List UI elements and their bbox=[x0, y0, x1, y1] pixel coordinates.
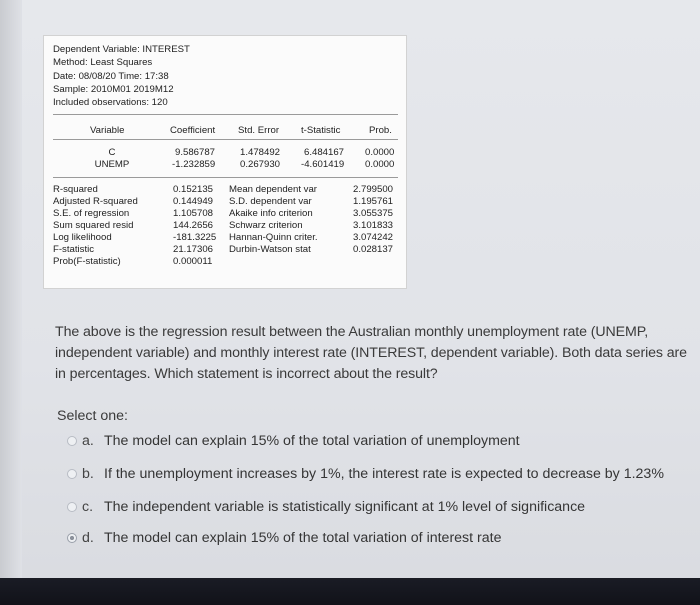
stat-value: 0.144949 bbox=[173, 196, 214, 207]
stat-label: Log likelihood bbox=[53, 232, 112, 243]
stat-label: Sum squared resid bbox=[53, 220, 134, 231]
stat-label: F-statistic bbox=[53, 244, 95, 255]
header-variable: Variable bbox=[90, 125, 125, 136]
bottom-bar bbox=[0, 578, 700, 605]
stat-value: 1.105708 bbox=[173, 208, 214, 219]
stat-value: 3.074242 bbox=[353, 232, 394, 243]
stats-right-labels bbox=[229, 184, 318, 256]
stat-label: S.D. dependent var bbox=[229, 196, 312, 207]
option-a[interactable] bbox=[67, 431, 520, 451]
method-line: Method: Least Squares bbox=[53, 57, 153, 69]
background-shade bbox=[0, 0, 22, 580]
header-t-statistic: t-Statistic bbox=[301, 125, 341, 136]
option-letter: c. bbox=[82, 499, 94, 515]
stat-value: 2.799500 bbox=[353, 184, 394, 195]
coef-c: 9.586787 bbox=[175, 147, 216, 158]
header-std-error: Std. Error bbox=[238, 125, 280, 136]
stat-value: 144.2656 bbox=[173, 220, 214, 231]
radio-icon[interactable] bbox=[67, 502, 77, 512]
stats-left-values bbox=[173, 184, 216, 268]
stat-value: 3.101833 bbox=[353, 220, 394, 231]
se-c: 1.478492 bbox=[240, 147, 281, 158]
question-line: independent variable) and monthly interest rate (INTEREST, dependent variable). Both data series are bbox=[55, 345, 687, 361]
observations-line: Included observations: 120 bbox=[53, 97, 168, 109]
stat-label: Durbin-Watson stat bbox=[229, 244, 311, 255]
stats-left-labels bbox=[53, 184, 138, 268]
date-time-line: Date: 08/08/20 Time: 17:38 bbox=[53, 70, 169, 82]
stat-label: Schwarz criterion bbox=[229, 220, 303, 231]
question-line: in percentages. Which statement is incorrect about the result? bbox=[55, 366, 438, 382]
radio-icon[interactable] bbox=[67, 436, 77, 446]
option-letter: a. bbox=[82, 433, 94, 449]
option-c[interactable] bbox=[67, 497, 585, 517]
option-text[interactable]: The model can explain 15% of the total variation of interest rate bbox=[104, 530, 502, 546]
question-line: The above is the regression result between the Australian monthly unemployment rate (UNEMP, bbox=[55, 324, 649, 340]
option-letter: b. bbox=[82, 466, 94, 482]
table-top-rule bbox=[53, 114, 398, 115]
table-header-rule bbox=[53, 139, 398, 140]
prob-unemp: 0.0000 bbox=[365, 159, 395, 170]
stat-label: Hannan-Quinn criter. bbox=[229, 232, 318, 243]
stat-value: 0.152135 bbox=[173, 184, 214, 195]
row-label-c: C bbox=[108, 147, 116, 158]
stats-right-values bbox=[353, 184, 393, 256]
stat-value: -181.3225 bbox=[173, 232, 217, 243]
stat-label: R-squared bbox=[53, 184, 98, 195]
stat-label: Akaike info criterion bbox=[229, 208, 313, 219]
prob-c: 0.0000 bbox=[365, 147, 395, 158]
radio-selected-icon[interactable] bbox=[67, 533, 77, 543]
option-text[interactable]: The independent variable is statistically significant at 1% level of significance bbox=[104, 499, 586, 515]
stat-label: Prob(F-statistic) bbox=[53, 256, 121, 267]
stat-value: 3.055375 bbox=[353, 208, 394, 219]
select-one-label: Select one: bbox=[57, 408, 128, 424]
option-d[interactable] bbox=[67, 528, 501, 548]
stat-value: 21.17306 bbox=[173, 244, 214, 255]
tstat-c: 6.484167 bbox=[304, 147, 345, 158]
option-b[interactable] bbox=[67, 464, 664, 484]
option-text[interactable]: The model can explain 15% of the total variation of unemployment bbox=[104, 433, 520, 449]
coef-unemp: -1.232859 bbox=[172, 159, 216, 170]
tstat-unemp: -4.601419 bbox=[301, 159, 345, 170]
stat-label: S.E. of regression bbox=[53, 208, 130, 219]
header-coefficient: Coefficient bbox=[170, 125, 216, 136]
radio-icon[interactable] bbox=[67, 469, 77, 479]
sample-line: Sample: 2010M01 2019M12 bbox=[53, 83, 174, 95]
stat-value: 0.000011 bbox=[173, 256, 213, 267]
stat-value: 0.028137 bbox=[353, 244, 394, 255]
option-letter: d. bbox=[82, 530, 94, 546]
header-prob: Prob. bbox=[369, 125, 392, 136]
option-text[interactable]: If the unemployment increases by 1%, the interest rate is expected to decrease by 1.23% bbox=[104, 466, 664, 482]
stat-value: 1.195761 bbox=[353, 196, 394, 207]
se-unemp: 0.267930 bbox=[240, 159, 281, 170]
table-mid-rule bbox=[53, 177, 398, 178]
regression-output-image bbox=[43, 35, 407, 289]
stat-label: Mean dependent var bbox=[229, 184, 318, 195]
row-label-unemp: UNEMP bbox=[94, 159, 130, 170]
output-header bbox=[53, 43, 190, 109]
dependent-variable-line: Dependent Variable: INTEREST bbox=[53, 44, 190, 55]
question-text bbox=[55, 322, 695, 385]
stat-label: Adjusted R-squared bbox=[53, 196, 138, 207]
